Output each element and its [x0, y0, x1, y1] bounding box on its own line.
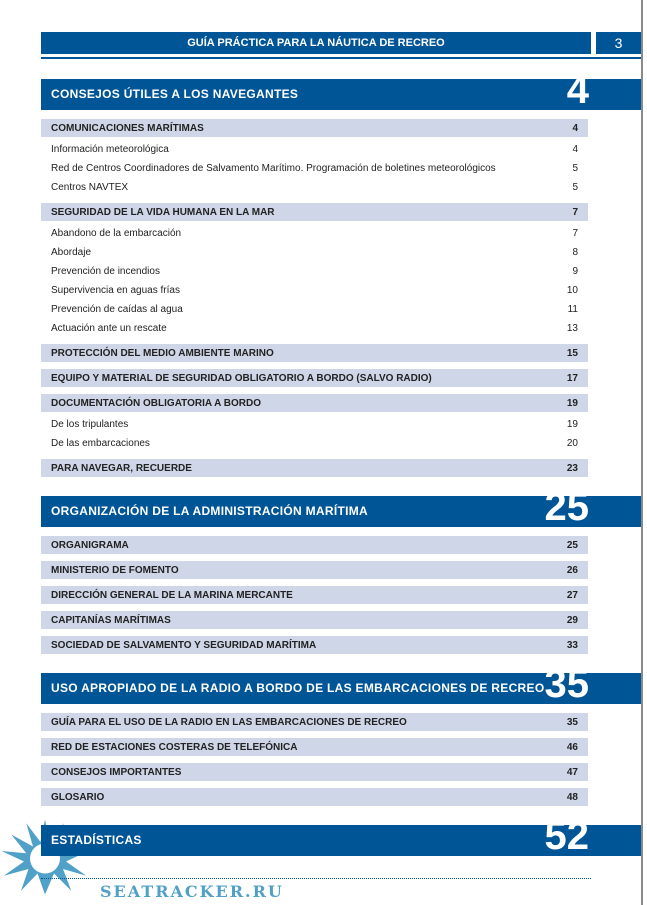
toc-subitem[interactable]: [41, 224, 588, 243]
table-of-contents: [41, 68, 641, 865]
toc-subitem-title: De las embarcaciones: [51, 438, 150, 449]
section-title: CONSEJOS ÚTILES A LOS NAVEGANTES: [51, 87, 299, 101]
section-header[interactable]: [41, 662, 641, 706]
toc-subitem-title: Red de Centros Coordinadores de Salvamento Marítimo. Programación de boletines meteorológicos: [51, 163, 496, 174]
section-title: ESTADÍSTICAS: [51, 833, 142, 847]
toc-subitem-page: 8: [572, 247, 578, 258]
section-title: USO APROPIADO DE LA RADIO A BORDO DE LAS EMBARCACIONES DE RECREO: [51, 681, 545, 695]
toc-entry[interactable]: [41, 203, 588, 221]
toc-subitems: [41, 415, 641, 453]
toc-entry-title: MINISTERIO DE FOMENTO: [51, 564, 179, 576]
toc-entry-title: GUÍA PARA EL USO DE LA RADIO EN LAS EMBARCACIONES DE RECREO: [51, 716, 407, 728]
toc-subitem-page: 13: [566, 323, 578, 334]
toc-entry[interactable]: [41, 119, 588, 137]
toc-subitem-page: 5: [572, 163, 578, 174]
toc-entry[interactable]: [41, 561, 588, 579]
toc-subitem-title: Centros NAVTEX: [51, 182, 129, 193]
toc-subitem[interactable]: [41, 415, 588, 434]
toc-subitem[interactable]: [41, 243, 588, 262]
toc-entry-title: COMUNICACIONES MARÍTIMAS: [51, 122, 204, 134]
toc-subitem-title: Información meteorológica: [51, 144, 169, 155]
toc-subitem-page: 20: [566, 438, 578, 449]
toc-entry-page: 26: [566, 564, 578, 576]
toc-subitems: [41, 224, 641, 338]
toc-subitem[interactable]: [41, 434, 588, 453]
toc-entry-title: DIRECCIÓN GENERAL DE LA MARINA MERCANTE: [51, 589, 293, 601]
toc-subitems: [41, 140, 641, 197]
toc-entry-page: 7: [572, 206, 578, 218]
page-number: 3: [596, 32, 641, 54]
section-header[interactable]: [41, 485, 641, 529]
toc-entry-title: RED DE ESTACIONES COSTERAS DE TELEFÓNICA: [51, 741, 298, 753]
toc-subitem-page: 4: [572, 144, 578, 155]
toc-subitem[interactable]: [41, 281, 588, 300]
toc-subitem[interactable]: [41, 159, 588, 178]
toc-subitem[interactable]: [41, 140, 588, 159]
toc-entry-page: 33: [566, 639, 578, 651]
toc-entry-title: GLOSARIO: [51, 791, 105, 803]
page-edge: [641, 0, 643, 905]
toc-entry-title: PROTECCIÓN DEL MEDIO AMBIENTE MARINO: [51, 347, 274, 359]
toc-entry[interactable]: [41, 738, 588, 756]
toc-entry[interactable]: [41, 611, 588, 629]
toc-subitem-title: Abandono de la embarcación: [51, 228, 182, 239]
toc-entry-page: 15: [566, 347, 578, 359]
toc-entry[interactable]: [41, 636, 588, 654]
toc-entry-page: 47: [566, 766, 578, 778]
toc-subitem-page: 5: [572, 182, 578, 193]
toc-subitem[interactable]: [41, 262, 588, 281]
toc-entry[interactable]: [41, 788, 588, 806]
toc-entry[interactable]: [41, 713, 588, 731]
toc-entry-page: 25: [566, 539, 578, 551]
toc-entry-title: CONSEJOS IMPORTANTES: [51, 766, 182, 778]
toc-subitem[interactable]: [41, 178, 588, 197]
watermark-text: SEATRACKER.RU: [100, 882, 284, 901]
toc-entry[interactable]: [41, 536, 588, 554]
running-header-title: GUÍA PRÁCTICA PARA LA NÁUTICA DE RECREO: [41, 32, 591, 54]
toc-subitem-page: 7: [572, 228, 578, 239]
dotted-rule: [41, 878, 591, 879]
section-header[interactable]: [41, 68, 641, 112]
toc-entry-page: 17: [566, 372, 578, 384]
toc-entry-page: 29: [566, 614, 578, 626]
toc-entry-page: 4: [572, 122, 578, 134]
section-page-number: 35: [544, 662, 589, 706]
toc-entry-page: 48: [566, 791, 578, 803]
toc-entry-page: 46: [566, 741, 578, 753]
toc-entry-title: PARA NAVEGAR, RECUERDE: [51, 462, 192, 474]
toc-entry-page: 19: [566, 397, 578, 409]
toc-entry-page: 27: [566, 589, 578, 601]
toc-entry[interactable]: [41, 394, 588, 412]
toc-subitem-title: De los tripulantes: [51, 419, 129, 430]
toc-entry[interactable]: [41, 369, 588, 387]
toc-subitem-page: 10: [566, 285, 578, 296]
toc-subitem[interactable]: [41, 300, 588, 319]
toc-entry-title: SEGURIDAD DE LA VIDA HUMANA EN LA MAR: [51, 206, 275, 218]
toc-subitem-title: Actuación ante un rescate: [51, 323, 167, 334]
toc-entry-title: ORGANIGRAMA: [51, 539, 129, 551]
toc-entry-page: 35: [566, 716, 578, 728]
toc-subitem-title: Prevención de incendios: [51, 266, 160, 277]
toc-entry-title: SOCIEDAD DE SALVAMENTO Y SEGURIDAD MARÍTIMA: [51, 639, 317, 651]
toc-subitem[interactable]: [41, 319, 588, 338]
toc-entry[interactable]: [41, 763, 588, 781]
section-page-number: 4: [566, 68, 589, 112]
toc-subitem-page: 9: [572, 266, 578, 277]
toc-entry-title: EQUIPO Y MATERIAL DE SEGURIDAD OBLIGATORIO A BORDO (SALVO RADIO): [51, 372, 432, 384]
toc-entry-title: DOCUMENTACIÓN OBLIGATORIA A BORDO: [51, 397, 261, 409]
header-rule: [41, 57, 641, 59]
toc-subitem-page: 19: [566, 419, 578, 430]
section-header[interactable]: [41, 814, 641, 858]
section-page-number: 25: [544, 485, 589, 529]
toc-entry[interactable]: [41, 344, 588, 362]
toc-subitem-title: Supervivencia en aguas frías: [51, 285, 180, 296]
toc-entry[interactable]: [41, 459, 588, 477]
toc-subitem-page: 11: [567, 304, 578, 315]
toc-subitem-title: Prevención de caídas al agua: [51, 304, 183, 315]
toc-entry-title: CAPITANÍAS MARÍTIMAS: [51, 614, 171, 626]
toc-subitem-title: Abordaje: [51, 247, 92, 258]
section-page-number: 52: [544, 814, 589, 858]
toc-entry-page: 23: [566, 462, 578, 474]
section-title: ORGANIZACIÓN DE LA ADMINISTRACIÓN MARÍTIMA: [51, 504, 369, 518]
toc-entry[interactable]: [41, 586, 588, 604]
